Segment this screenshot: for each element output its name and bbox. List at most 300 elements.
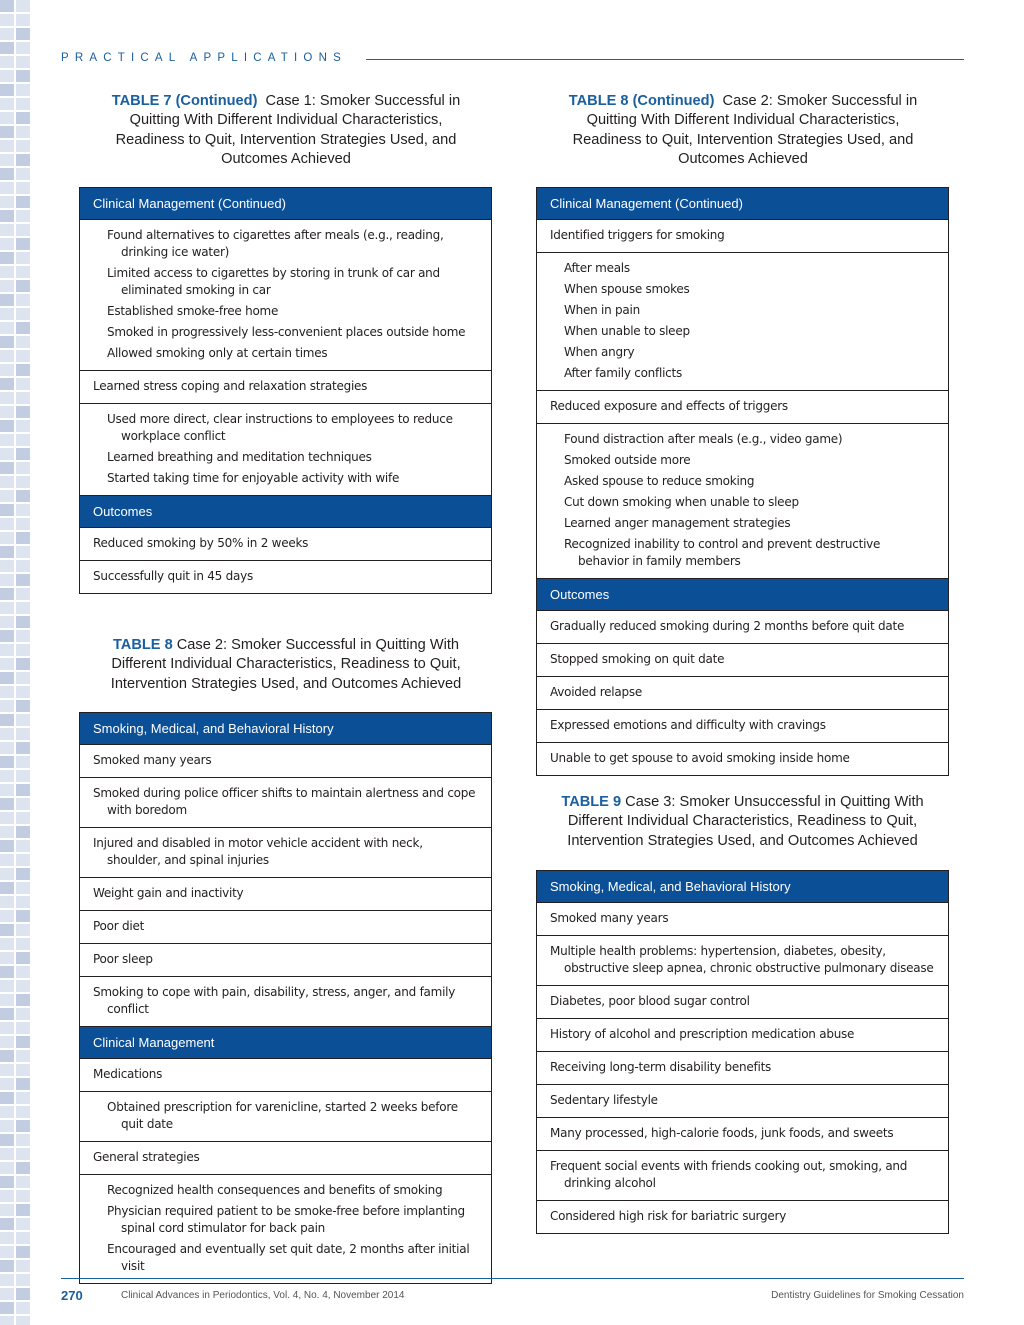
stripe-cell — [0, 1162, 14, 1174]
stripe-cell — [0, 770, 14, 782]
stripe-cell — [0, 98, 14, 110]
sublist-item: Cut down smoking when unable to sleep — [564, 495, 799, 509]
table-row — [537, 1151, 948, 1201]
stripe-cell — [0, 1050, 14, 1062]
stripe-cell — [0, 280, 14, 292]
sublist-item: After meals — [564, 261, 630, 275]
table-row — [537, 1052, 948, 1085]
table-cell-text: Sedentary lifestyle — [550, 1093, 658, 1107]
sublist-item: After family conflicts — [564, 366, 682, 380]
stripe-cell — [0, 910, 14, 922]
stripe-cell — [16, 196, 30, 208]
stripe-cell — [16, 280, 30, 292]
table8-continued — [536, 187, 949, 776]
stripe-cell — [16, 420, 30, 432]
stripe-cell — [0, 1260, 14, 1272]
stripe-cell — [16, 434, 30, 446]
sublist-item: Smoked outside more — [564, 453, 691, 467]
stripe-cell — [16, 980, 30, 992]
sublist-item: Physician required patient to be smoke-free before implanting spinal cord stimulator for back pain — [107, 1204, 465, 1235]
stripe-cell — [0, 42, 14, 54]
stripe-cell — [16, 686, 30, 698]
stripe-cell — [0, 294, 14, 306]
stripe-cell — [16, 140, 30, 152]
sublist-item: Learned anger management strategies — [564, 516, 791, 530]
table-cell-text: Poor diet — [93, 919, 145, 933]
stripe-cell — [0, 1176, 14, 1188]
stripe-cell — [16, 182, 30, 194]
sublist-item: Started taking time for enjoyable activity with wife — [107, 471, 400, 485]
stripe-cell — [0, 84, 14, 96]
stripe-cell — [16, 784, 30, 796]
table-cell-text: Smoked during police officer shifts to maintain alertness and cope with boredom — [93, 786, 476, 817]
stripe-cell — [16, 700, 30, 712]
stripe-cell — [0, 168, 14, 180]
sublist-item: Learned breathing and meditation techniques — [107, 450, 372, 464]
stripe-cell — [0, 1106, 14, 1118]
stripe-cell — [0, 616, 14, 628]
table9-title: Case 3: Smoker Unsuccessful in Quitting With Different Individual Characteristics, Readiness to Quit, Intervention Strategies Used, and Outcomes Achieved — [567, 794, 924, 849]
stripe-cell — [0, 938, 14, 950]
stripe-cell — [16, 294, 30, 306]
table-row — [80, 944, 491, 977]
stripe-cell — [0, 392, 14, 404]
stripe-cell — [16, 84, 30, 96]
stripe-cell — [0, 686, 14, 698]
table-section-header: Clinical Management (Continued) — [537, 188, 948, 220]
stripe-cell — [0, 1064, 14, 1076]
table-cell-text: Unable to get spouse to avoid smoking inside home — [550, 751, 850, 765]
stripe-cell — [0, 420, 14, 432]
table-cell-text: Avoided relapse — [550, 685, 642, 699]
table-cell-text: Medications — [93, 1067, 163, 1081]
stripe-cell — [0, 714, 14, 726]
sublist-item: Established smoke-free home — [107, 304, 279, 318]
stripe-cell — [16, 14, 30, 26]
stripe-cell — [0, 1316, 14, 1325]
page-number: 270 — [61, 1288, 83, 1303]
stripe-cell — [16, 798, 30, 810]
stripe-cell — [16, 1148, 30, 1160]
decorative-side-stripe — [0, 0, 32, 1325]
table-row — [80, 778, 491, 828]
stripe-cell — [0, 644, 14, 656]
table-cell-text: General strategies — [93, 1150, 200, 1164]
sublist-item: When angry — [564, 345, 635, 359]
stripe-cell — [0, 56, 14, 68]
stripe-cell — [16, 1050, 30, 1062]
stripe-cell — [0, 322, 14, 334]
table-row — [80, 911, 491, 944]
sublist-item: Recognized inability to control and prevent destructive behavior in family members — [564, 537, 881, 568]
stripe-cell — [0, 1190, 14, 1202]
stripe-cell — [16, 994, 30, 1006]
stripe-cell — [16, 126, 30, 138]
stripe-cell — [16, 1274, 30, 1286]
stripe-cell — [16, 840, 30, 852]
stripe-cell — [16, 392, 30, 404]
table-row — [537, 677, 948, 710]
stripe-cell — [0, 742, 14, 754]
stripe-cell — [16, 1036, 30, 1048]
stripe-cell — [16, 112, 30, 124]
sublist-item: When spouse smokes — [564, 282, 690, 296]
table-cell-text: Successfully quit in 45 days — [93, 569, 253, 583]
table-section-header: Clinical Management (Continued) — [80, 188, 491, 220]
stripe-cell — [0, 1134, 14, 1146]
table-cell-text: Smoking to cope with pain, disability, stress, anger, and family conflict — [93, 985, 456, 1016]
table7-number: TABLE 7 (Continued) — [111, 93, 258, 109]
stripe-cell — [0, 350, 14, 362]
stripe-cell — [16, 406, 30, 418]
stripe-cell — [16, 826, 30, 838]
stripe-cell — [16, 42, 30, 54]
stripe-cell — [16, 1316, 30, 1325]
stripe-cell — [0, 728, 14, 740]
stripe-cell — [16, 0, 30, 12]
stripe-cell — [16, 910, 30, 922]
table7 — [79, 187, 492, 594]
table-cell-text: Many processed, high-calorie foods, junk foods, and sweets — [550, 1126, 894, 1140]
stripe-cell — [0, 504, 14, 516]
stripe-cell — [0, 126, 14, 138]
table-row — [80, 878, 491, 911]
table8-caption — [86, 636, 486, 694]
table-row — [537, 936, 948, 986]
stripe-cell — [16, 1134, 30, 1146]
stripe-cell — [0, 224, 14, 236]
table-cell-text: Reduced exposure and effects of triggers — [550, 399, 788, 413]
table8-continued-caption — [553, 92, 933, 169]
table-row — [80, 745, 491, 778]
stripe-cell — [16, 630, 30, 642]
stripe-cell — [16, 1092, 30, 1104]
stripe-cell — [0, 588, 14, 600]
table8-continued-number: TABLE 8 (Continued) — [568, 93, 715, 109]
table-row — [80, 561, 491, 594]
table-cell-text: Frequent social events with friends cooking out, smoking, and drinking alcohol — [550, 1159, 908, 1190]
stripe-cell — [16, 518, 30, 530]
table-cell-text: Smoked many years — [550, 911, 669, 925]
stripe-cell — [16, 966, 30, 978]
stripe-cell — [0, 364, 14, 376]
stripe-cell — [0, 140, 14, 152]
stripe-cell — [0, 952, 14, 964]
stripe-cell — [16, 644, 30, 656]
table-section-header: Outcomes — [537, 579, 948, 611]
stripe-cell — [16, 210, 30, 222]
table-section-header: Clinical Management — [80, 1027, 491, 1059]
stripe-cell — [16, 952, 30, 964]
table-cell-text: Identified triggers for smoking — [550, 228, 725, 242]
stripe-cell — [16, 1022, 30, 1034]
sublist-item: Used more direct, clear instructions to employees to reduce workplace conflict — [107, 412, 453, 443]
stripe-cell — [0, 924, 14, 936]
stripe-cell — [16, 728, 30, 740]
stripe-cell — [0, 196, 14, 208]
table8 — [79, 712, 492, 1284]
table9-number: TABLE 9 — [561, 794, 622, 810]
footer-rule — [61, 1278, 964, 1279]
stripe-cell — [0, 532, 14, 544]
table-row — [537, 903, 948, 936]
table-row-sublist — [80, 1175, 491, 1284]
stripe-cell — [16, 756, 30, 768]
stripe-cell — [0, 630, 14, 642]
table-row — [537, 391, 948, 424]
table-row — [537, 1201, 948, 1234]
table-row — [537, 611, 948, 644]
stripe-cell — [16, 1008, 30, 1020]
stripe-cell — [0, 1148, 14, 1160]
stripe-cell — [16, 742, 30, 754]
stripe-cell — [0, 1274, 14, 1286]
stripe-cell — [16, 1078, 30, 1090]
table-cell-text: Poor sleep — [93, 952, 153, 966]
stripe-cell — [0, 14, 14, 26]
stripe-cell — [16, 896, 30, 908]
stripe-cell — [0, 1232, 14, 1244]
stripe-cell — [16, 672, 30, 684]
stripe-cell — [16, 364, 30, 376]
stripe-cell — [0, 994, 14, 1006]
stripe-cell — [16, 308, 30, 320]
stripe-cell — [0, 1022, 14, 1034]
stripe-cell — [16, 462, 30, 474]
stripe-cell — [16, 1162, 30, 1174]
stripe-cell — [0, 812, 14, 824]
stripe-cell — [16, 546, 30, 558]
sublist-item: When in pain — [564, 303, 640, 317]
stripe-cell — [16, 28, 30, 40]
stripe-cell — [0, 238, 14, 250]
stripe-cell — [16, 812, 30, 824]
stripe-cell — [0, 112, 14, 124]
stripe-cell — [0, 882, 14, 894]
sublist-item: Allowed smoking only at certain times — [107, 346, 328, 360]
stripe-cell — [16, 266, 30, 278]
table-row-sublist — [80, 404, 491, 496]
stripe-cell — [0, 966, 14, 978]
stripe-cell — [0, 448, 14, 460]
stripe-cell — [16, 532, 30, 544]
sublist-item: Smoked in progressively less-convenient places outside home — [107, 325, 466, 339]
stripe-cell — [16, 1232, 30, 1244]
stripe-cell — [0, 602, 14, 614]
table-section-header: Smoking, Medical, and Behavioral History — [537, 871, 948, 903]
stripe-cell — [16, 504, 30, 516]
table-cell-text: Stopped smoking on quit date — [550, 652, 725, 666]
stripe-cell — [0, 574, 14, 586]
stripe-cell — [0, 868, 14, 880]
stripe-cell — [16, 588, 30, 600]
table8-title: Case 2: Smoker Successful in Quitting With Different Individual Characteristics, Readiness to Quit, Intervention Strategies Used, and Outcomes Achieved — [110, 637, 462, 692]
section-label: PRACTICAL APPLICATIONS — [61, 52, 347, 64]
stripe-cell — [16, 378, 30, 390]
sublist-item: Asked spouse to reduce smoking — [564, 474, 755, 488]
table-cell-text: Smoked many years — [93, 753, 212, 767]
table-cell-text: Weight gain and inactivity — [93, 886, 244, 900]
stripe-cell — [16, 1288, 30, 1300]
table-cell-text: Expressed emotions and difficulty with cravings — [550, 718, 826, 732]
stripe-cell — [16, 154, 30, 166]
table-row — [537, 644, 948, 677]
stripe-cell — [0, 252, 14, 264]
stripe-cell — [0, 854, 14, 866]
stripe-cell — [16, 560, 30, 572]
table-cell-text: Learned stress coping and relaxation strategies — [93, 379, 368, 393]
stripe-cell — [16, 602, 30, 614]
stripe-cell — [0, 210, 14, 222]
stripe-cell — [0, 1036, 14, 1048]
table-row-sublist — [537, 424, 948, 579]
table-row — [537, 710, 948, 743]
table-row-sublist — [537, 253, 948, 391]
stripe-cell — [16, 1246, 30, 1258]
stripe-cell — [0, 896, 14, 908]
stripe-cell — [0, 406, 14, 418]
table-cell-text: Injured and disabled in motor vehicle accident with neck, shoulder, and spinal injuries — [93, 836, 423, 867]
table-row — [537, 743, 948, 776]
stripe-cell — [16, 1260, 30, 1272]
sublist-item: Found distraction after meals (e.g., video game) — [564, 432, 843, 446]
stripe-cell — [0, 336, 14, 348]
table-cell-text: Reduced smoking by 50% in 2 weeks — [93, 536, 309, 550]
stripe-cell — [16, 56, 30, 68]
table9 — [536, 870, 949, 1234]
stripe-cell — [0, 1302, 14, 1314]
stripe-cell — [0, 1092, 14, 1104]
stripe-cell — [16, 1204, 30, 1216]
table-row — [537, 220, 948, 253]
stripe-cell — [16, 476, 30, 488]
stripe-cell — [16, 658, 30, 670]
stripe-cell — [0, 1120, 14, 1132]
stripe-cell — [0, 784, 14, 796]
table-row — [80, 1059, 491, 1092]
stripe-cell — [0, 182, 14, 194]
stripe-cell — [16, 98, 30, 110]
stripe-cell — [0, 826, 14, 838]
stripe-cell — [0, 1078, 14, 1090]
stripe-cell — [0, 378, 14, 390]
stripe-cell — [16, 1120, 30, 1132]
stripe-cell — [0, 462, 14, 474]
journal-citation: Clinical Advances in Periodontics, Vol. 4, No. 4, November 2014 — [121, 1290, 405, 1301]
table-row — [80, 977, 491, 1027]
stripe-cell — [16, 70, 30, 82]
table-row — [537, 1019, 948, 1052]
stripe-cell — [0, 434, 14, 446]
stripe-cell — [16, 336, 30, 348]
stripe-cell — [16, 882, 30, 894]
table-row-sublist — [80, 220, 491, 371]
stripe-cell — [16, 924, 30, 936]
table-row-sublist — [80, 1092, 491, 1142]
sublist-item: Encouraged and eventually set quit date, 2 months after initial visit — [107, 1242, 470, 1273]
sublist-item: Recognized health consequences and benefits of smoking — [107, 1183, 443, 1197]
stripe-cell — [16, 714, 30, 726]
stripe-cell — [16, 854, 30, 866]
stripe-cell — [16, 1190, 30, 1202]
stripe-cell — [16, 770, 30, 782]
stripe-cell — [0, 0, 14, 12]
table7-caption — [96, 92, 476, 169]
table-section-header: Outcomes — [80, 496, 491, 528]
table9-caption — [540, 793, 945, 851]
sublist-item: Limited access to cigarettes by storing in trunk of car and eliminated smoking in car — [107, 266, 440, 297]
table-cell-text: Considered high risk for bariatric surgery — [550, 1209, 787, 1223]
stripe-cell — [0, 1218, 14, 1230]
stripe-cell — [0, 28, 14, 40]
stripe-cell — [16, 448, 30, 460]
table-row — [80, 371, 491, 404]
stripe-cell — [16, 1176, 30, 1188]
table-cell-text: Diabetes, poor blood sugar control — [550, 994, 750, 1008]
stripe-cell — [0, 266, 14, 278]
table-row — [80, 828, 491, 878]
stripe-cell — [16, 1302, 30, 1314]
table-cell-text: History of alcohol and prescription medication abuse — [550, 1027, 855, 1041]
stripe-cell — [0, 1288, 14, 1300]
sublist-item: Found alternatives to cigarettes after meals (e.g., reading, drinking ice water) — [107, 228, 444, 259]
stripe-cell — [16, 238, 30, 250]
stripe-cell — [0, 560, 14, 572]
stripe-cell — [0, 840, 14, 852]
stripe-cell — [0, 546, 14, 558]
stripe-cell — [16, 574, 30, 586]
stripe-cell — [0, 490, 14, 502]
sublist-item: When unable to sleep — [564, 324, 690, 338]
stripe-cell — [16, 490, 30, 502]
table-cell-text: Gradually reduced smoking during 2 months before quit date — [550, 619, 905, 633]
stripe-cell — [16, 1064, 30, 1076]
table-section-header: Smoking, Medical, and Behavioral History — [80, 713, 491, 745]
stripe-cell — [0, 980, 14, 992]
header-rule — [366, 59, 964, 60]
stripe-cell — [0, 154, 14, 166]
stripe-cell — [0, 798, 14, 810]
stripe-cell — [16, 350, 30, 362]
stripe-cell — [0, 518, 14, 530]
stripe-cell — [16, 168, 30, 180]
table-row — [537, 1118, 948, 1151]
sublist-item: Obtained prescription for varenicline, started 2 weeks before quit date — [107, 1100, 458, 1131]
stripe-cell — [0, 756, 14, 768]
table8-number: TABLE 8 — [112, 637, 173, 653]
stripe-cell — [16, 938, 30, 950]
table-row — [537, 1085, 948, 1118]
stripe-cell — [0, 476, 14, 488]
stripe-cell — [16, 224, 30, 236]
stripe-cell — [16, 1218, 30, 1230]
table-cell-text: Multiple health problems: hypertension, diabetes, obesity, obstructive sleep apnea, chronic obstructive pulmonary disease — [550, 944, 934, 975]
stripe-cell — [0, 1008, 14, 1020]
stripe-cell — [16, 252, 30, 264]
table8-continued-title: Case 2: Smoker Successful in Quitting With Different Individual Characteristics, Readiness to Quit, Intervention Strategies Used, and Outcomes Achieved — [572, 93, 918, 167]
stripe-cell — [16, 1106, 30, 1118]
table-row — [80, 528, 491, 561]
table-row — [537, 986, 948, 1019]
running-title: Dentistry Guidelines for Smoking Cessation — [771, 1290, 964, 1301]
stripe-cell — [0, 658, 14, 670]
stripe-cell — [0, 1246, 14, 1258]
stripe-cell — [0, 1204, 14, 1216]
stripe-cell — [0, 672, 14, 684]
stripe-cell — [0, 308, 14, 320]
stripe-cell — [16, 868, 30, 880]
stripe-cell — [16, 322, 30, 334]
